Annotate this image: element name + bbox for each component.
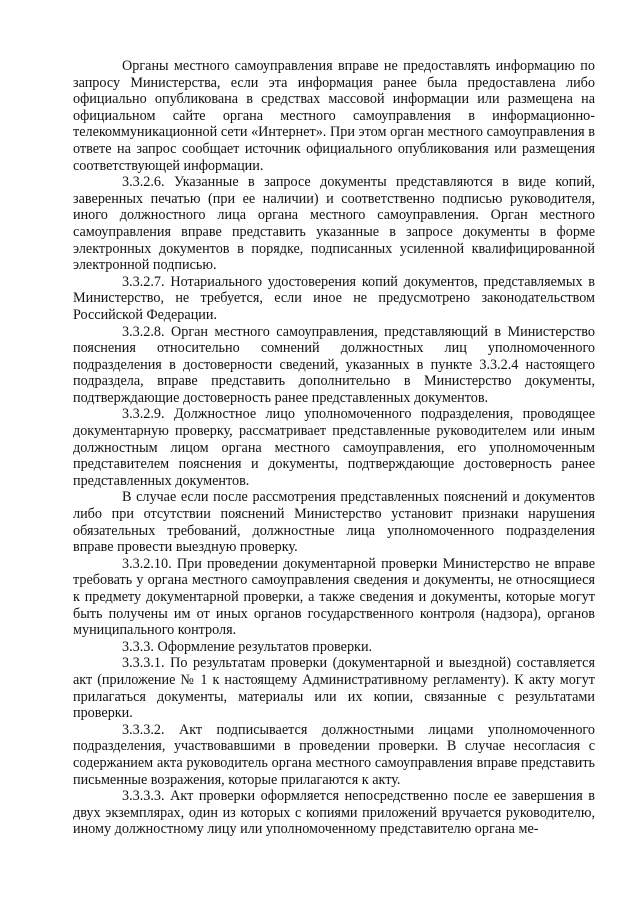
- paragraph-3-3-3-3: 3.3.3.3. Акт проверки оформляется непосредственно после ее завершения в двух экземплярах, один из которых с копиями приложений вручается руководителю, иному должностному лицу или уполномоченному представителю органа ме-: [73, 788, 595, 838]
- paragraph-info-refusal: Органы местного самоуправления вправе не предоставлять информацию по запросу Министерства, если эта информация ранее была предоставлена либо официально опубликована в средствах массовой информации или размещена на официальном сайте органа местного самоуправления в информационно-телекоммуникационной сети «Интернет». При этом орган местного самоуправления в ответе на запрос сообщает источник официального опубликования или размещения соответствующей информации.: [73, 58, 595, 174]
- paragraph-field-inspection: В случае если после рассмотрения представленных пояснений и документов либо при отсутствии пояснений Министерство установит признаки нарушения обязательных требований, должностные лица уполномоченного подразделения вправе провести выездную проверку.: [73, 489, 595, 556]
- paragraph-3-3-2-9: 3.3.2.9. Должностное лицо уполномоченного подразделения, проводящее документарную проверку, рассматривает представленные руководителем или иным должностным лицом органа местного самоуправления, его уполномоченным представителем пояснения и документы, подтверждающие достоверность ранее представленных документов.: [73, 406, 595, 489]
- paragraph-3-3-2-8: 3.3.2.8. Орган местного самоуправления, представляющий в Министерство пояснения относительно сомнений должностных лиц уполномоченного подразделения в достоверности сведений, указанных в пункте 3.3.2.4 настоящего подраздела, вправе представить дополнительно в Министерство документы, подтверждающие достоверность ранее представленных документов.: [73, 323, 595, 406]
- paragraph-3-3-3-1: 3.3.3.1. По результатам проверки (документарной и выездной) составляется акт (приложение № 1 к настоящему Административному регламенту). К акту могут прилагаться документы, материалы или их копии, связанные с результатами проверки.: [73, 655, 595, 722]
- paragraph-3-3-2-7: 3.3.2.7. Нотариального удостоверения копий документов, представляемых в Министерство, не требуется, если иное не предусмотрено законодательством Российской Федерации.: [73, 273, 595, 323]
- section-heading-3-3-3: 3.3.3. Оформление результатов проверки.: [122, 638, 373, 655]
- paragraph-3-3-2-10: 3.3.2.10. При проведении документарной проверки Министерство не вправе требовать у органа местного самоуправления сведения и документы, не относящиеся к предмету документарной проверки, а также сведения и документы, которые могут быть получены им от иных органов государственного контроля (надзора), органов муниципального контроля.: [73, 555, 595, 639]
- paragraph-3-3-2-6: 3.3.2.6. Указанные в запросе документы представляются в виде копий, заверенных печатью (при ее наличии) и соответственно подписью руководителя, иного должностного лица органа местного самоуправления. Орган местного самоуправления вправе представить указанные в запросе документы в форме электронных документов в порядке, подписанных усиленной квалифицированной электронной подписью.: [73, 174, 595, 274]
- paragraph-3-3-3-2: 3.3.3.2. Акт подписывается должностными лицами уполномоченного подразделения, участвовавшими в проведении проверки. В случае несогласия с содержанием акта руководитель органа местного самоуправления вправе представить письменные возражения, которые прилагаются к акту.: [73, 721, 595, 788]
